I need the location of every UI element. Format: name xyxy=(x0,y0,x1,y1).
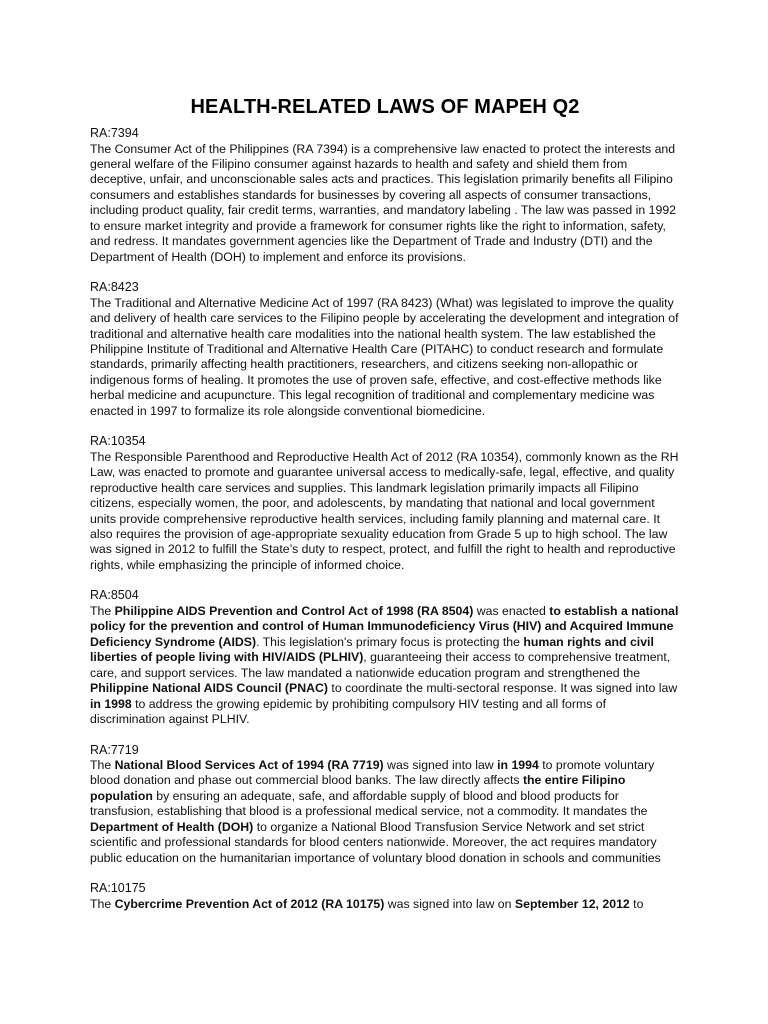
bold-text-run: Cybercrime Prevention Act of 2012 (RA 10175) xyxy=(114,896,385,911)
text-run: The xyxy=(90,758,115,772)
bold-text-run: the entire Filipino population xyxy=(90,773,626,803)
law-description xyxy=(90,897,680,912)
law-section-ra10354 xyxy=(90,434,680,573)
ra-number-label: RA:8423 xyxy=(90,280,139,295)
text-run: The Responsible Parenthood and Reproductive Health Act of 2012 (RA 10354), commonly known as the RH Law, was enacted to promote and guarantee universal access to medically-safe, legal, effective, and quality reproductive health care services and supplies. This landmark legislation primarily impacts all Filipino citizens, especially women, the poor, and adolescents, by mandating that national and local government units provide comprehensive reproductive health services, including family planning and maternal care. It also requires the provision of age-appropriate sexuality education from Grade 5 up to high school. The law was signed in 2012 to fulfill the State’s duty to respect, protect, and fulfill the right to health and reproductive rights, while emphasizing the principle of informed choice. xyxy=(90,449,679,572)
text-run: The Consumer Act of the Philippines (RA 7394) is a comprehensive law enacted to protect the interests and general welfare of the Filipino consumer against hazards to health and safety and shield them from deceptive, unfair, and unconscionable sales acts and practices. This legislation primarily benefits all Filipino consumers and establishes standards for businesses by covering all aspects of consumer transactions, including product quality, fair credit terms, warranties, and mandatory labeling . The law was passed in 1992 to ensure market integrity and provide a framework for consumer rights like the right to information, safety, and redress. It mandates government agencies like the Department of Trade and Industry (DTI) and the Department of Health (DOH) to implement and enforce its provisions. xyxy=(90,141,677,264)
law-description xyxy=(90,296,680,420)
bold-text-run: National Blood Services Act of 1994 (RA 7719) xyxy=(114,758,384,772)
law-section-ra7394 xyxy=(90,126,680,265)
ra-number-label: RA:7719 xyxy=(90,742,139,757)
text-run: The xyxy=(90,603,115,618)
text-run: was enacted xyxy=(473,603,550,618)
ra-number-label: RA:10175 xyxy=(90,881,146,896)
law-description xyxy=(90,604,680,728)
text-run: . This legislation's primary focus is protecting the xyxy=(256,634,524,649)
bold-text-run: September 12, 2012 xyxy=(514,896,630,911)
bold-text-run: in 1998 xyxy=(90,696,132,711)
text-run: was signed into law on xyxy=(384,896,515,911)
text-run: by ensuring an adequate, safe, and affordable supply of blood and blood products for transfusion, establishing that blood is a professional medical service, not a commodity. It mandates the xyxy=(90,788,648,819)
bold-text-run: to establish a national policy for the prevention and control of Human Immunodeficiency Virus (HIV) and Acquired Immune Deficiency Syndrome (AIDS) xyxy=(90,603,679,649)
law-section-ra10175 xyxy=(90,881,680,912)
law-description xyxy=(90,142,680,266)
law-section-ra7719 xyxy=(90,743,680,867)
ra-number-label: RA:7394 xyxy=(90,126,139,140)
text-run: The xyxy=(90,896,115,911)
ra-number-label: RA:10354 xyxy=(90,434,146,449)
bold-text-run: Philippine AIDS Prevention and Control Act of 1998 (RA 8504) xyxy=(114,603,474,618)
text-run: The Traditional and Alternative Medicine Act of 1997 (RA 8423) (What) was legislated to improve the quality and delivery of health care services to the Filipino people by accelerating the development and integration of traditional and alternative health care modalities into the national health system. The law established the Philippine Institute of Traditional and Alternative Health Care (PITAHC) to conduct research and formulate standards, primarily affecting health practitioners, researchers, and citizens seeking non-allopathic or indigenous forms of healing. It promotes the use of proven safe, effective, and cost-effective methods like herbal medicine and acupuncture. This legal recognition of traditional and complementary medicine was enacted in 1997 to formalize its role alongside conventional biomedicine. xyxy=(90,295,679,418)
text-run: to coordinate the multi-sectoral response. It was signed into law xyxy=(327,681,678,696)
text-run: to xyxy=(629,896,644,911)
bold-text-run: Philippine National AIDS Council (PNAC) xyxy=(90,681,328,696)
text-run: to organize a National Blood Transfusion Service Network and set strict scientific and professional standards for blood centers nationwide. Moreover, the act requires mandatory public education on the humanitarian importance of voluntary blood donation in schools and communities xyxy=(90,819,661,865)
bold-text-run: human rights and civil liberties of people living with HIV/AIDS (PLHIV) xyxy=(90,634,654,665)
bold-text-run: Department of Health (DOH) xyxy=(90,819,254,834)
text-run: to address the growing epidemic by prohibiting compulsory HIV testing and all forms of discrimination against PLHIV. xyxy=(90,696,607,727)
law-description xyxy=(90,450,680,574)
law-section-ra8423 xyxy=(90,280,680,419)
ra-number-label: RA:8504 xyxy=(90,588,139,603)
document-title: HEALTH-RELATED LAWS OF MAPEH Q2 xyxy=(190,96,580,118)
bold-text-run: in 1994 xyxy=(497,758,539,772)
text-run: to promote voluntary blood donation and phase out commercial blood banks. The law directly affects xyxy=(90,758,655,788)
law-description xyxy=(90,758,680,866)
law-section-ra8504 xyxy=(90,588,680,727)
text-run: , guaranteeing their access to comprehensive treatment, care, and support services. The law mandated a nationwide education program and strengthened the xyxy=(90,650,671,680)
text-run: was signed into law xyxy=(383,758,498,772)
